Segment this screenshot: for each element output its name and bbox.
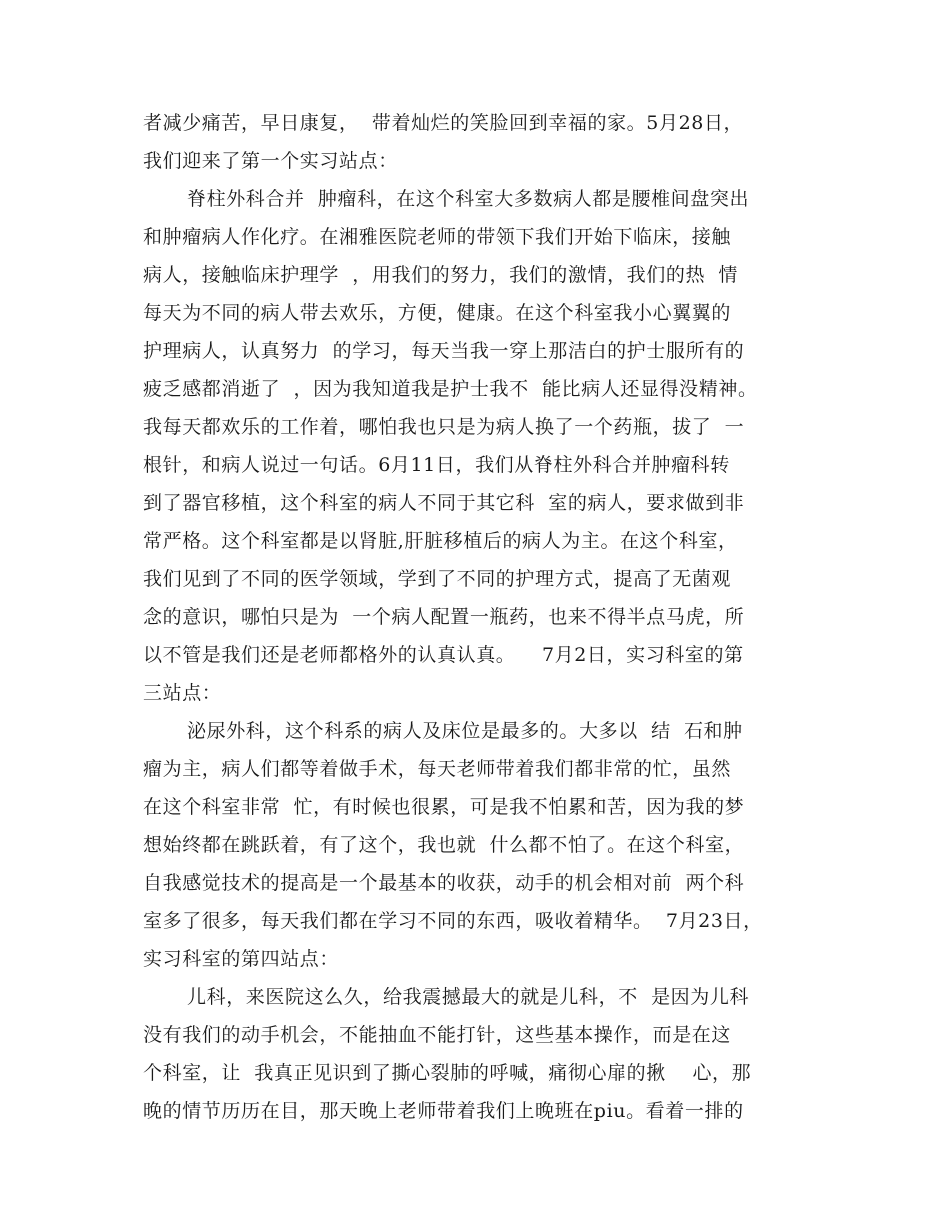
paragraph-first-line: 儿科，来医院这么久，给我震撼最大的就是儿科，不 是因为儿科 — [187, 986, 750, 1008]
text-line: 想始终都在跳跃着，有了这个，我也就 什么都不怕了。在这个科室， — [143, 834, 745, 856]
text-line: 我们迎来了第一个实习站点： — [143, 150, 398, 172]
text-line: 每天为不同的病人带去欢乐，方便，健康。在这个科室我小心翼翼的 — [143, 302, 732, 324]
paragraph-first-line: 泌尿外科，这个科系的病人及床位是最多的。大多以 结 石和肿 — [187, 720, 743, 742]
text-line: 根针，和病人说过一句话。6月11日，我们从脊柱外科合并肿瘤科转 — [143, 454, 730, 476]
text-line: 者减少痛苦，早日康复， 带着灿烂的笑脸回到幸福的家。5月28日， — [143, 112, 744, 134]
text-line: 室多了很多，每天我们都在学习不同的东西，吸收着精华。 7月23日， — [143, 910, 763, 932]
text-line: 和肿瘤病人作化疗。在湘雅医院老师的带领下我们开始下临床，接触 — [143, 226, 732, 248]
text-line: 念的意识，哪怕只是为 一个病人配置一瓶药，也来不得半点马虎，所 — [143, 606, 745, 628]
text-line: 没有我们的动手机会，不能抽血不能打针，这些基本操作，而是在这 — [143, 1024, 732, 1046]
text-line: 实习科室的第四站点： — [143, 948, 340, 970]
text-line: 晚的情节历历在目，那天晚上老师带着我们上晚班在piu。看着一排的 — [143, 1100, 744, 1122]
text-line: 到了器官移植，这个科室的病人不同于其它科 室的病人，要求做到非 — [143, 492, 745, 514]
text-line: 在这个科室非常 忙，有时候也很累，可是我不怕累和苦，因为我的梦 — [143, 796, 745, 818]
text-line: 瘤为主，病人们都等着做手术，每天老师带着我们都非常的忙，虽然 — [143, 758, 732, 780]
text-line: 自我感觉技术的提高是一个最基本的收获，动手的机会相对前 两个科 — [143, 872, 745, 894]
text-line: 常严格。这个科室都是以肾脏,肝脏移植后的病人为主。在这个科室， — [143, 530, 738, 552]
paragraph-first-line: 脊柱外科合并 肿瘤科，在这个科室大多数病人都是腰椎间盘突出 — [187, 188, 750, 210]
text-line: 护理病人，认真努力 的学习，每天当我一穿上那洁白的护士服所有的 — [143, 340, 745, 362]
text-line: 我每天都欢乐的工作着，哪怕我也只是为病人换了一个药瓶，拔了 一 — [143, 416, 745, 438]
text-line: 三站点： — [143, 682, 222, 704]
text-line: 个科室，让 我真正见识到了撕心裂肺的呼喊，痛彻心扉的揪 心，那 — [143, 1062, 752, 1084]
text-line: 病人，接触临床护理学 ，用我们的努力，我们的激情，我们的热 情 — [143, 264, 738, 286]
text-line: 疲乏感都消逝了 ，因为我知道我是护士我不 能比病人还显得没精神。 — [143, 378, 758, 400]
text-line: 我们见到了不同的医学领域，学到了不同的护理方式，提高了无菌观 — [143, 568, 732, 590]
text-line: 以不管是我们还是老师都格外的认真认真。 7月2日，实习科室的第 — [143, 644, 744, 666]
